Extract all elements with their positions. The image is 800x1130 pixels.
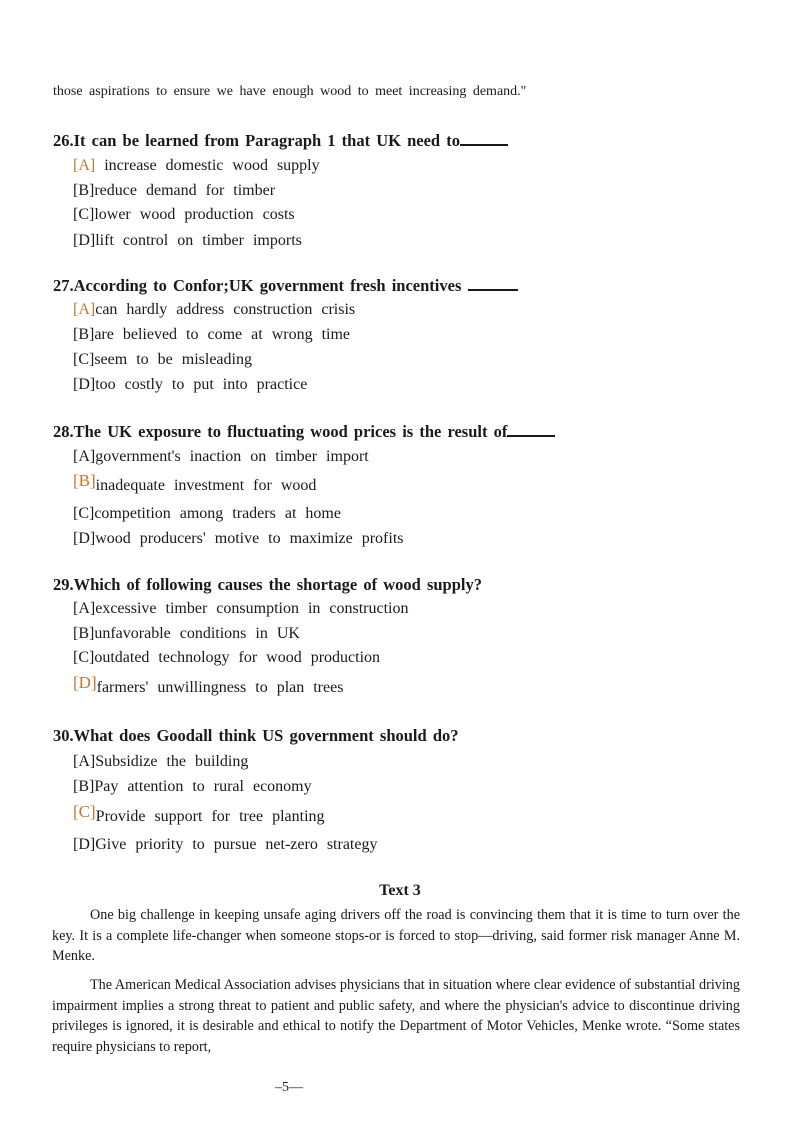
question-27	[53, 276, 753, 397]
option-c: [C]outdated technology for wood production	[73, 649, 381, 666]
option-d: [D]wood producers' motive to maximize profits	[73, 530, 404, 547]
option-a: [A]excessive timber consumption in construction	[73, 600, 409, 617]
page-number: –5—	[275, 1080, 303, 1095]
option-b: [B]are believed to come at wrong time	[73, 326, 351, 343]
lead-text: those aspirations to ensure we have enough wood to meet increasing demand."	[53, 84, 527, 99]
question-stem: 26.It can be learned from Paragraph 1 that UK need to	[53, 131, 753, 151]
option-d: [D]lift control on timber imports	[73, 232, 302, 249]
question-29	[53, 575, 753, 704]
option-d: [D]farmers' unwillingness to plan trees	[73, 673, 344, 696]
question-28	[53, 422, 753, 552]
option-c: [C]seem to be misleading	[73, 351, 252, 368]
text3-paragraph-1: One big challenge in keeping unsafe aging drivers off the road is convincing them that it is time to turn over the key. It is a complete life-changer when someone stops-or is forced to stop—driving, said former risk manager Anne M. Menke.	[52, 907, 740, 964]
option-a: [A]can hardly address construction crisis	[73, 301, 356, 318]
text3-title: Text 3	[379, 882, 421, 899]
question-26	[53, 131, 753, 255]
question-stem: 27.According to Confor;UK government fresh incentives	[53, 276, 753, 296]
question-stem: 30.What does Goodall think US government should do?	[53, 726, 459, 745]
option-b: [B]inadequate investment for wood	[73, 471, 317, 494]
text3-paragraph-2: The American Medical Association advises physicians that in situation where clear evidence of substantial driving impairment implies a strong threat to patient and public safety, and where the physician's advice to discontinue driving privileges is ignored, it is desirable and ethical to notify the Department of Motor Vehicles, Menke wrote. “Some states require physicians to report,	[52, 977, 740, 1055]
question-stem: 28.The UK exposure to fluctuating wood prices is the result of	[53, 422, 753, 442]
option-b: [B]Pay attention to rural economy	[73, 778, 312, 795]
question-stem: 29.Which of following causes the shortage of wood supply?	[53, 575, 482, 594]
option-b: [B]unfavorable conditions in UK	[73, 625, 300, 642]
option-c: [C]Provide support for tree planting	[73, 802, 325, 825]
option-c: [C]competition among traders at home	[73, 505, 341, 522]
option-d: [D]Give priority to pursue net-zero strategy	[73, 836, 378, 853]
answer-blank	[468, 289, 518, 291]
option-b: [B]reduce demand for timber	[73, 182, 276, 199]
answer-blank	[507, 435, 555, 437]
option-a: [A]government's inaction on timber import	[73, 448, 369, 465]
question-30	[53, 726, 753, 857]
option-a: [A] increase domestic wood supply	[73, 157, 320, 174]
option-d: [D]too costly to put into practice	[73, 376, 308, 393]
option-c: [C]lower wood production costs	[73, 206, 295, 223]
option-a: [A]Subsidize the building	[73, 753, 249, 770]
answer-blank	[460, 144, 508, 146]
